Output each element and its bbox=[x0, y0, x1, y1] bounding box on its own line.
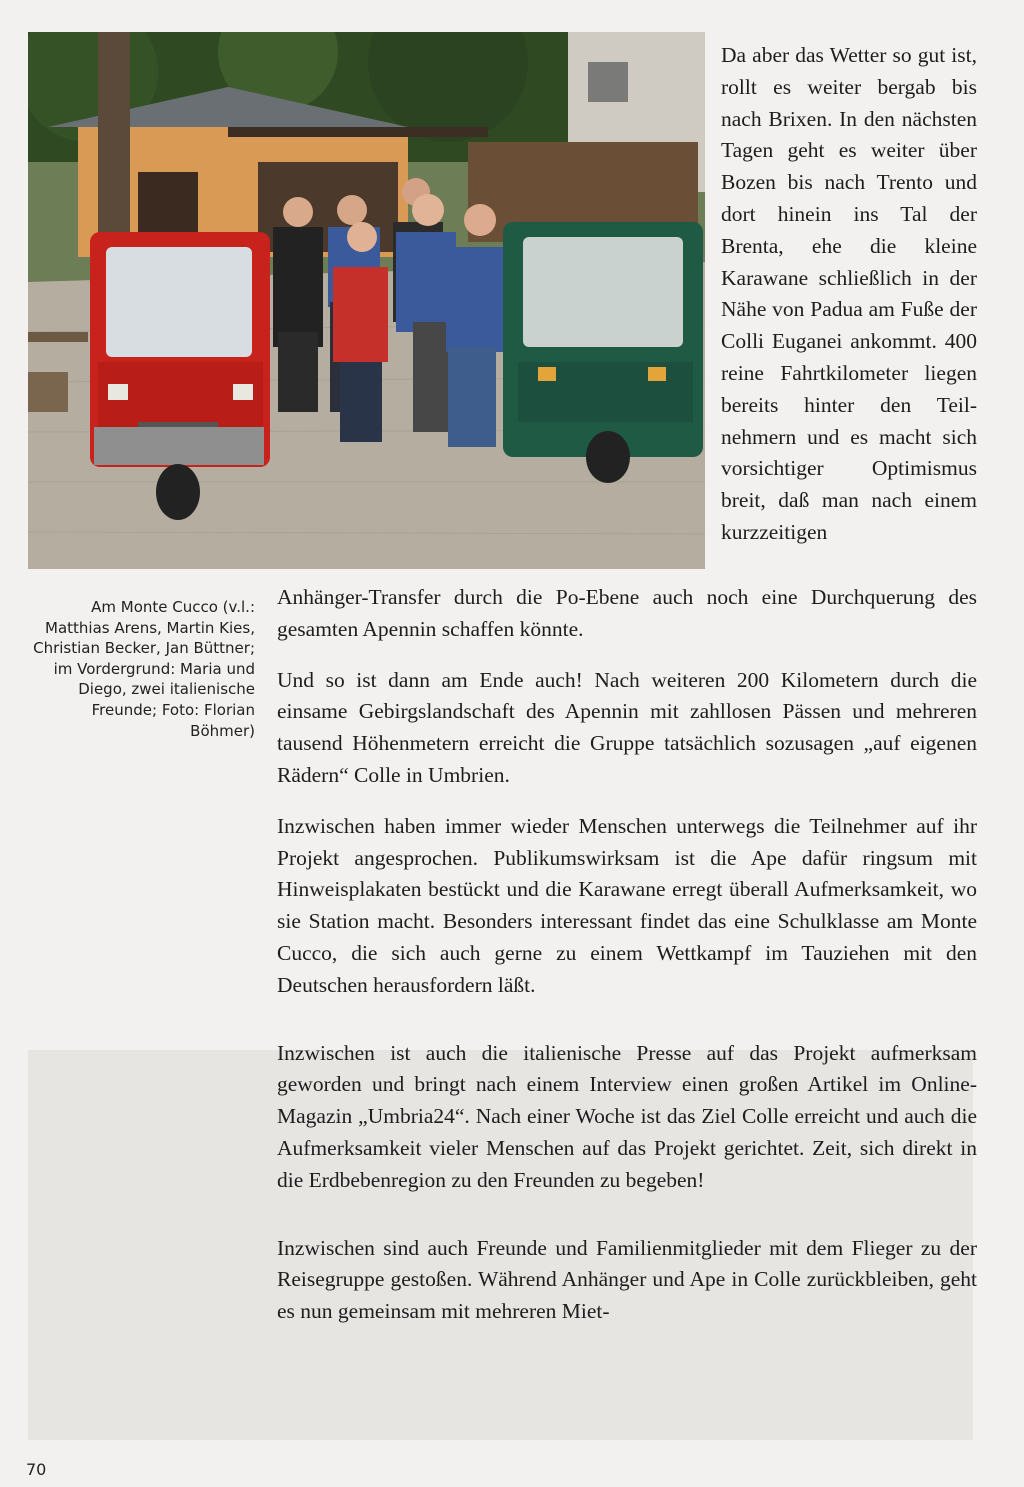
main-text-column bbox=[277, 582, 977, 1328]
group-photo bbox=[28, 32, 705, 569]
continuation-paragraph: Anhänger-Transfer durch die Po-Ebene auch noch eine Durchquerung des gesamten Apennin schaffen könnte. bbox=[277, 585, 977, 641]
paragraph-4: Inzwischen ist auch die italienische Presse auf das Projekt aufmerksam geworden und bringt nach einem Interview einen großen Artikel im Online-Magazin „Umbria24“. Nach einer Woche ist das Ziel Colle erreicht und auch die Aufmerksamkeit vieler Menschen auf das Projekt gerichtet. Zeit, sich direkt in die Erdbebenregion zu den Freunden zu begeben! bbox=[277, 1040, 977, 1192]
paragraph-3: Inzwischen haben immer wieder Menschen unterwegs die Teilnehmer auf ihr Projekt angesprochen. Publikumswirksam ist die Ape dafür ringsum mit Hinweisplakaten bestückt und die Karawane erregt überall Aufmerksamkeit, wo sie Station macht. Besonders interessant findet das eine Schulklasse am Monte Cucco, die sich auch gerne zu einem Wettkampf im Tauziehen mit den Deutschen herausfordern läßt. bbox=[277, 813, 977, 997]
photo-caption: Am Monte Cucco (v.l.: Matthias Arens, Martin Kies, Christian Becker, Jan Büttner; im Vordergrund: Maria und Diego, zwei italienische Freunde; Foto: Florian Böhmer) bbox=[33, 598, 255, 740]
paragraph-5: Inzwischen sind auch Freunde und Familienmitglieder mit dem Flieger zu der Reisegruppe gestoßen. Während Anhänger und Ape in Colle zurückbleiben, geht es nun gemeinsam mit mehreren Miet- bbox=[277, 1235, 977, 1324]
side-column-paragraph: Da aber das Wetter so gut ist, rollt es weiter bergab bis nach Brixen. In den nächsten Tagen geht es weiter über Bozen bis nach Trento und dort hinein ins Tal der Brenta, ehe die kleine Karawane schließlich in der Nähe von Padua am Fuße der Colli Euganei ankommt. 400 reine Fahrtkilometer liegen bereits hinter den Teilnehmern und es macht sich vorsichtiger Optimismus breit, daß man nach einem kurzzeitigen bbox=[721, 43, 977, 544]
paragraph-2: Und so ist dann am Ende auch! Nach weiteren 200 Kilometern durch die einsame Gebirgslandschaft des Apennin mit zahllosen Pässen und mehreren tausend Höhenmetern erreicht die Gruppe tatsächlich sozusagen „auf eigenen Rädern“ Colle in Umbrien. bbox=[277, 667, 977, 787]
page-number: 70 bbox=[26, 1460, 47, 1479]
